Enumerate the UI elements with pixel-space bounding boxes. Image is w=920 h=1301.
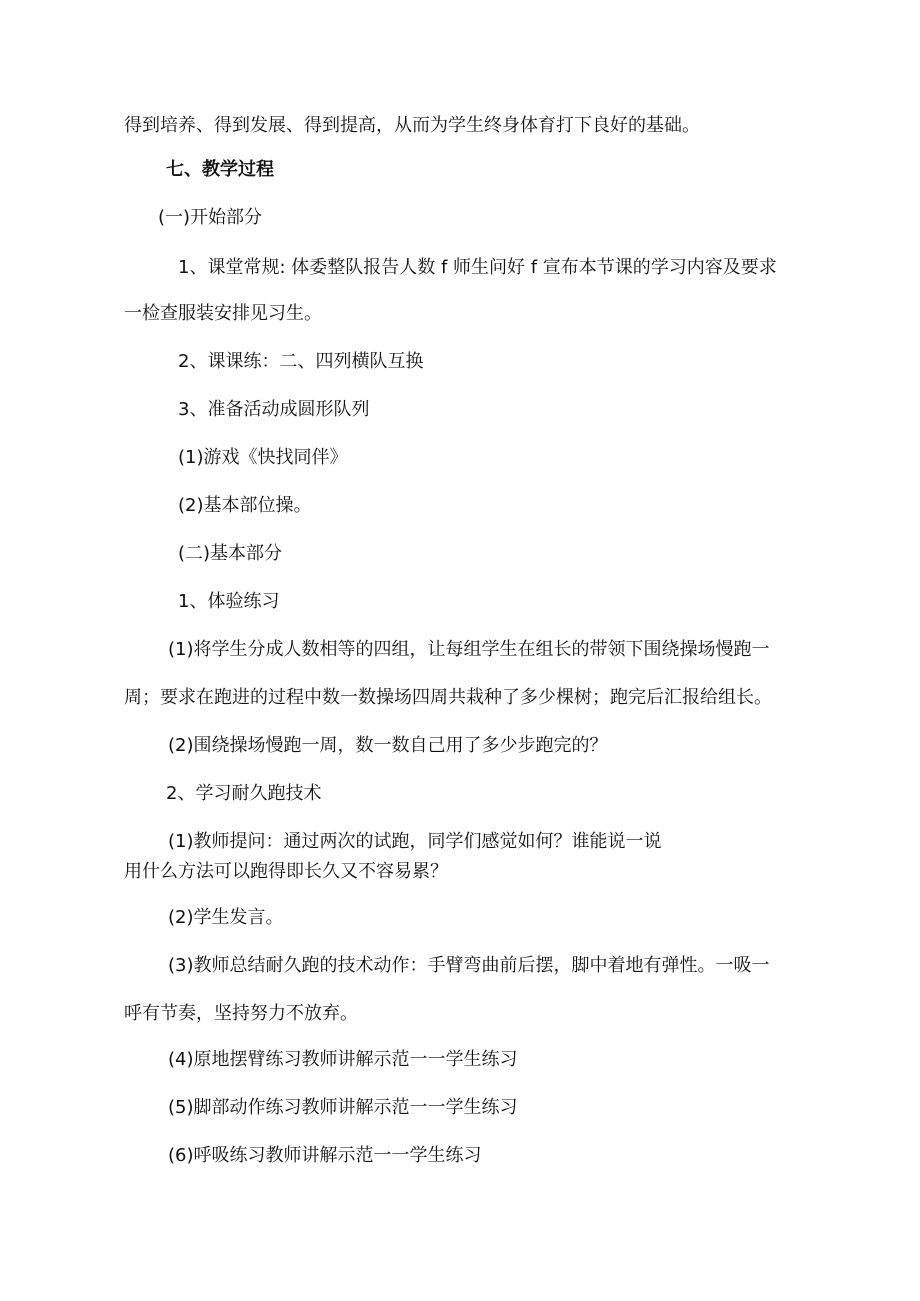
subsection-heading: (二)基本部分 <box>178 543 283 564</box>
list-item: 1、体验练习 <box>178 591 280 612</box>
paragraph-line: (3)教师总结耐久跑的技术动作：手臂弯曲前后摆，脚中着地有弹性。一吸一 <box>168 955 770 976</box>
paragraph-line: 1、课堂常规: 体委整队报告人数 f 师生问好 f 宣布本节课的学习内容及要求 <box>178 257 777 278</box>
subsection-heading: (一)开始部分 <box>158 207 263 228</box>
list-item: 2、学习耐久跑技术 <box>166 783 322 804</box>
list-item: (6)呼吸练习教师讲解示范一一学生练习 <box>168 1145 482 1166</box>
paragraph-line: (1)将学生分成人数相等的四组，让每组学生在组长的带领下围绕操场慢跑一 <box>168 639 770 660</box>
list-item: (4)原地摆臂练习教师讲解示范一一学生练习 <box>168 1049 518 1070</box>
list-item: (2)学生发言。 <box>168 907 284 928</box>
paragraph-line: 周；要求在跑进的过程中数一数操场四周共栽种了多少棵树；跑完后汇报给组长。 <box>124 687 772 708</box>
list-item: (2)基本部位操。 <box>178 495 312 516</box>
paragraph-line: 得到培养、得到发展、得到提高，从而为学生终身体育打下良好的基础。 <box>124 115 700 136</box>
list-item: (2)围绕操场慢跑一周，数一数自己用了多少步跑完的？ <box>168 735 608 756</box>
paragraph-line: 呼有节奏，坚持努力不放弃。 <box>124 1003 358 1024</box>
list-item: 2、课课练：二、四列横队互换 <box>178 351 424 372</box>
paragraph-line: 用什么方法可以跑得即长久又不容易累？ <box>124 861 448 882</box>
list-item: (5)脚部动作练习教师讲解示范一一学生练习 <box>168 1097 518 1118</box>
section-heading: 七、教学过程 <box>166 159 274 180</box>
list-item: 3、准备活动成圆形队列 <box>178 399 370 420</box>
list-item: (1)游戏《快找同伴》 <box>178 447 348 468</box>
paragraph-line: 一检查服装安排见习生。 <box>124 303 322 324</box>
paragraph-line: (1)教师提问：通过两次的试跑，同学们感觉如何？谁能说一说 <box>168 831 662 852</box>
